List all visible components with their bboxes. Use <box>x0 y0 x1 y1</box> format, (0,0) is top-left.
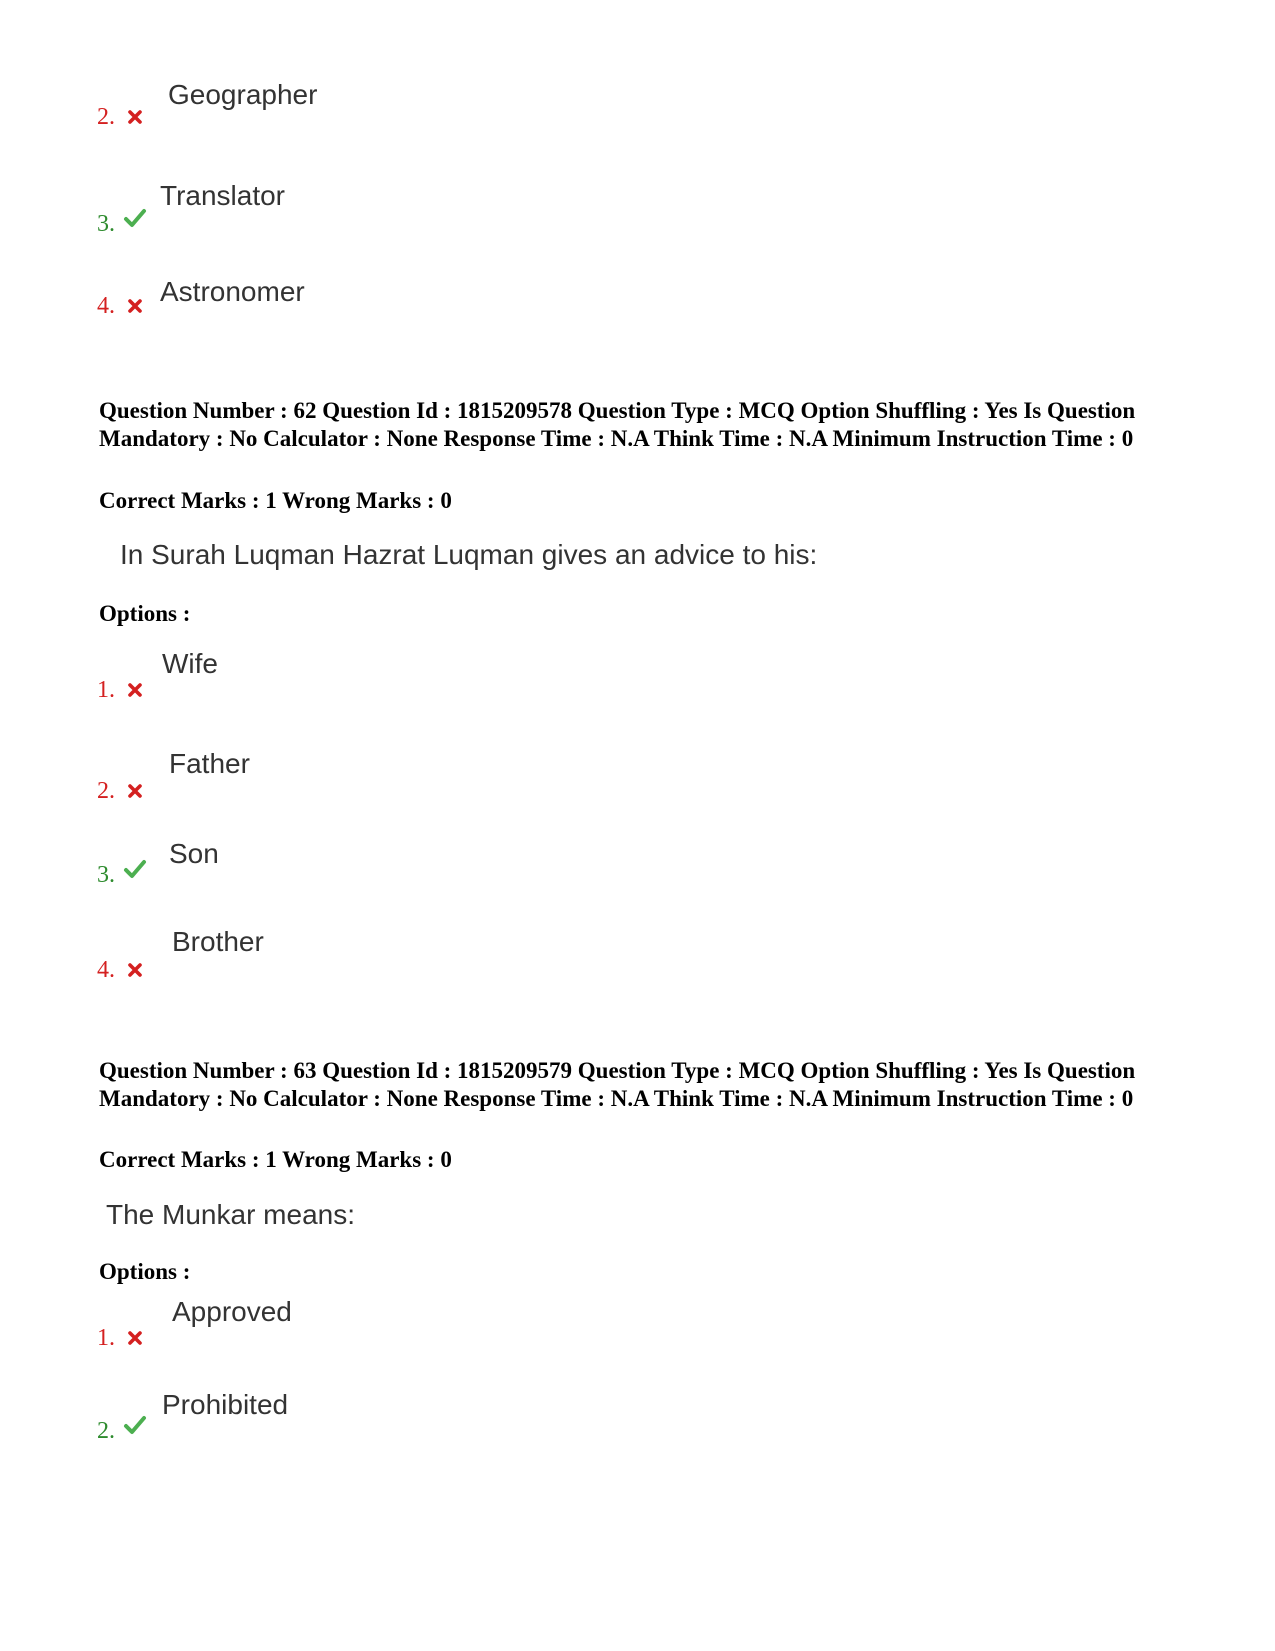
option-text: Brother <box>172 926 264 957</box>
cross-icon <box>127 783 143 799</box>
question-marks: Correct Marks : 1 Wrong Marks : 0 <box>99 1147 452 1172</box>
question-meta: Question Number : 63 Question Id : 1815209579 Question Type : MCQ Option Shuffling : Yes Is Question Mandatory : No Calculator : None Response Time : N.A Think Time : N.A Minimum Instruction Time : 0 <box>99 1058 1136 1111</box>
option-text: Son <box>169 838 219 869</box>
option-number: 2. <box>97 778 115 804</box>
question-text: In Surah Luqman Hazrat Luqman gives an advice to his: <box>120 539 818 570</box>
option-number: 3. <box>97 211 115 237</box>
option-number: 1. <box>97 1325 115 1351</box>
cross-icon <box>127 962 143 978</box>
cross-icon <box>127 109 143 125</box>
option-text: Translator <box>160 180 286 211</box>
option-text: Geographer <box>168 79 318 110</box>
check-icon <box>123 859 147 879</box>
question-meta: Question Number : 62 Question Id : 1815209578 Question Type : MCQ Option Shuffling : Yes Is Question Mandatory : No Calculator : None Response Time : N.A Think Time : N.A Minimum Instruction Time : 0 <box>99 398 1136 451</box>
option-text: Wife <box>162 648 218 679</box>
options-label: Options : <box>99 1259 191 1284</box>
option-number: 2. <box>97 1418 115 1444</box>
cross-icon <box>127 682 143 698</box>
option-text: Prohibited <box>162 1389 289 1420</box>
option-number: 4. <box>97 293 115 319</box>
question-text: The Munkar means: <box>106 1199 355 1230</box>
options-label: Options : <box>99 601 191 626</box>
option-number: 2. <box>97 104 115 130</box>
option-text: Astronomer <box>160 276 305 307</box>
option-number: 1. <box>97 677 115 703</box>
cross-icon <box>127 1330 143 1346</box>
cross-icon <box>127 298 143 314</box>
question-marks: Correct Marks : 1 Wrong Marks : 0 <box>99 488 452 513</box>
option-text: Approved <box>172 1296 292 1327</box>
check-icon <box>123 208 147 228</box>
option-number: 4. <box>97 957 115 983</box>
option-text: Father <box>169 748 250 779</box>
option-number: 3. <box>97 862 115 888</box>
check-icon <box>123 1415 147 1435</box>
